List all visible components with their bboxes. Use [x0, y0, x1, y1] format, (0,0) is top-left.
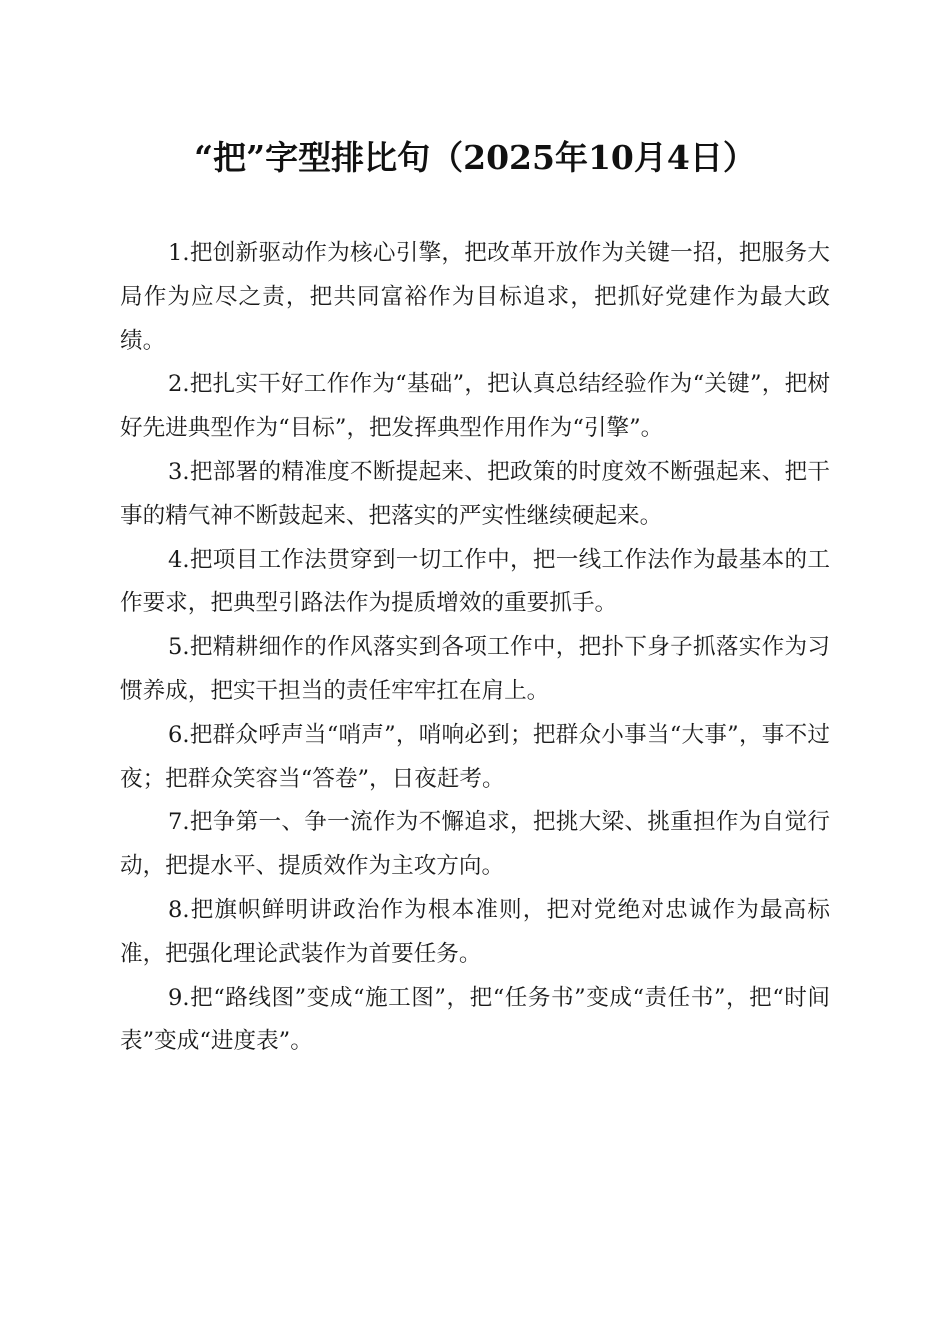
paragraph-2: 2.把扎实干好工作作为“基础”，把认真总结经验作为“关键”，把树好先进典型作为“目标”，把发挥典型作用作为“引擎”。 — [120, 371, 830, 442]
paragraph-9: 9.把“路线图”变成“施工图”，把“任务书”变成“责任书”，把“时间表”变成“进度表”。 — [120, 984, 830, 1055]
document-body — [120, 232, 830, 1064]
document-title: “把”字型排比句（2025年10月4日） — [194, 138, 756, 177]
paragraph-5: 5.把精耕细作的作风落实到各项工作中，把扑下身子抓落实作为习惯养成，把实干担当的责任牢牢扛在肩上。 — [120, 634, 830, 704]
paragraph-4: 4.把项目工作法贯穿到一切工作中，把一线工作法作为最基本的工作要求，把典型引路法作为提质增效的重要抓手。 — [120, 546, 830, 617]
paragraph-7: 7.把争第一、争一流作为不懈追求，把挑大梁、挑重担作为自觉行动，把提水平、提质效作为主攻方向。 — [120, 809, 830, 880]
paragraph-1: 1.把创新驱动作为核心引擎，把改革开放作为关键一招，把服务大局作为应尽之责，把共同富裕作为目标追求，把抓好党建作为最大政绩。 — [120, 240, 830, 354]
paragraph-6: 6.把群众呼声当“哨声”，哨响必到；把群众小事当“大事”，事不过夜；把群众笑容当“答卷”，日夜赶考。 — [120, 721, 830, 792]
paragraph-3: 3.把部署的精准度不断提起来、把政策的时度效不断强起来、把干事的精气神不断鼓起来、把落实的严实性继续硬起来。 — [120, 458, 830, 529]
paragraph-8: 8.把旗帜鲜明讲政治作为根本准则，把对党绝对忠诚作为最高标准，把强化理论武装作为首要任务。 — [120, 896, 830, 967]
